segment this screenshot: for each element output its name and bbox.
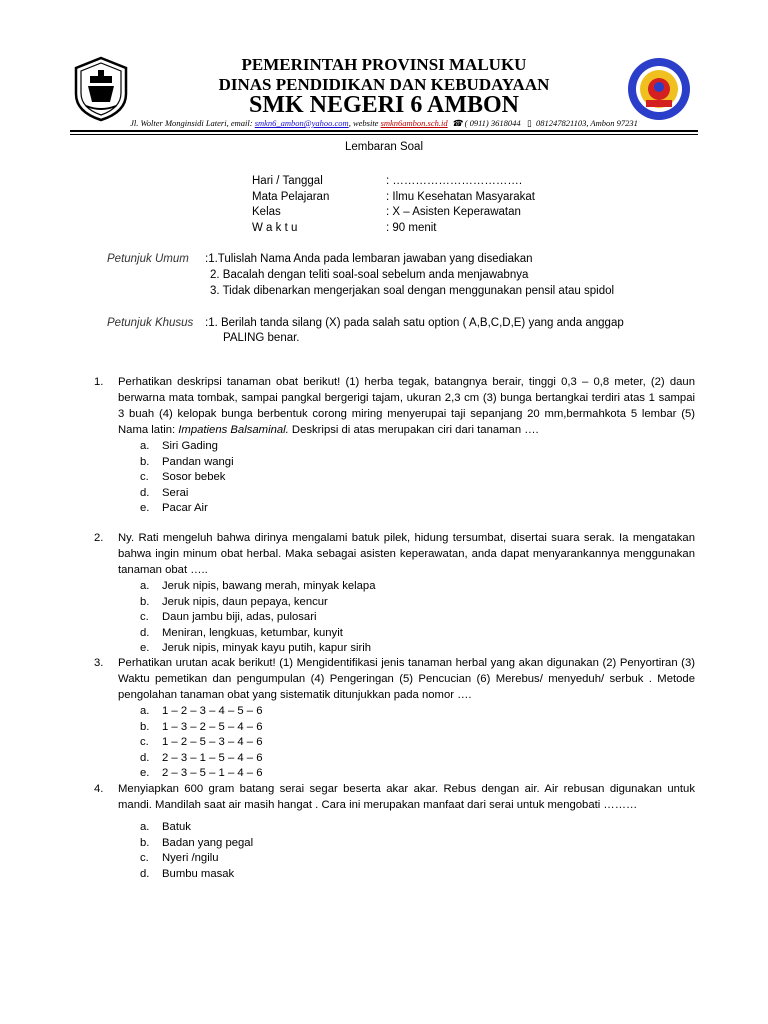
option-list <box>140 819 695 881</box>
mobile-phone-icon: ▯ <box>527 118 532 128</box>
question-3 <box>94 655 695 781</box>
option-d[interactable]: d. Meniran, lengkuas, ketumbar, kunyit <box>140 626 343 639</box>
option-c[interactable]: c. 1 – 2 – 5 – 3 – 4 – 6 <box>140 736 263 749</box>
question-number: 4. <box>94 783 104 795</box>
page-title: Lembaran Soal <box>345 141 423 153</box>
option-d[interactable]: d. Bumbu masak <box>140 867 235 880</box>
general-instruction-2: 2. Bacalah dengan teliti soal-soal sebelum anda menjawabnya <box>210 269 529 281</box>
option-a[interactable]: a. Siri Gading <box>140 440 218 452</box>
header-address: Jl. Wolter Monginsidi Lateri, email: smkn6_ambon@yahoo.com, website smkn6ambon.sch.id ☎ ( 0911) 3618044 ▯ 081247821103, Ambon 97231 <box>130 118 638 128</box>
option-c[interactable]: c. Nyeri /ngilu <box>140 852 219 865</box>
phone-icon: ☎ <box>451 118 463 128</box>
option-a[interactable]: a. 1 – 2 – 3 – 4 – 5 – 6 <box>140 705 263 717</box>
option-d[interactable]: d. Serai <box>140 486 189 499</box>
website-link[interactable]: smkn6ambon.sch.id <box>380 118 448 128</box>
option-b[interactable]: b. Pandan wangi <box>140 455 234 468</box>
email-link[interactable]: smkn6_ambon@yahoo.com <box>254 118 349 128</box>
option-d[interactable]: d. 2 – 3 – 1 – 5 – 4 – 6 <box>140 751 263 764</box>
question-text: Perhatikan deskripsi tanaman obat berikut! (1) herba tegak, batangnya berair, tinggi 0,3 – 0,8 meter, (2) daun berwarna mata tombak, sampai pangkal bergerigi tajam, ukuran 2,3 cm (3) bunga bertangkai terdiri atas 1 sampai 3 buah (4) kelopak bunga berbentuk corong miring menyerupai taji sepanjang 20 mm,bermahkota 5 lembar (5) Nama latin: Impatiens Balsaminal. Deskripsi di atas merupakan ciri dari tanaman …. <box>118 376 695 436</box>
general-instructions-label: Petunjuk Umum <box>107 253 189 265</box>
header-divider-thick <box>70 130 698 132</box>
option-b[interactable]: b. Jeruk nipis, daun pepaya, kencur <box>140 595 328 608</box>
school-logo-icon <box>626 56 692 122</box>
option-e[interactable]: e. Jeruk nipis, minyak kayu putih, kapur sirih <box>140 642 372 655</box>
special-instructions-label: Petunjuk Khusus <box>107 317 194 329</box>
header-school-name: SMK NEGERI 6 AMBON <box>248 92 520 118</box>
question-text: Menyiapkan 600 gram batang serai segar beserta akar akar. Rebus dengan air. Air rebusan digunakan untuk mandi. Mandilah saat air masih hangat . Cara ini merupakan manfaat dari serai untuk mengobati ……… <box>118 783 695 811</box>
option-list <box>140 438 695 516</box>
option-c[interactable]: c. Sosor bebek <box>140 471 226 484</box>
option-a[interactable]: a. Batuk <box>140 821 191 833</box>
question-number: 1. <box>94 376 104 388</box>
letterhead <box>0 0 768 140</box>
question-text: Ny. Rati mengeluh bahwa dirinya mengalami batuk pilek, hidung tersumbat, disertai suara serak. Ia mengatakan bahwa ingin minum obat herbal. Maka sebagai asisten keperawatan, anda dapat menyarankannya menggunakan tanaman obat ….. <box>118 532 695 576</box>
special-instruction-line-2: PALING benar. <box>223 332 300 344</box>
question-1 <box>94 374 695 516</box>
question-number: 3. <box>94 657 104 669</box>
general-instruction-1: :1.Tulislah Nama Anda pada lembaran jawaban yang disediakan <box>205 253 533 265</box>
option-b[interactable]: b. Badan yang pegal <box>140 836 254 849</box>
info-row-date: Hari / Tanggal : ……………………………. <box>252 175 523 187</box>
option-c[interactable]: c. Daun jambu biji, adas, pulosari <box>140 611 317 624</box>
question-2 <box>94 530 695 656</box>
general-instruction-3: 3. Tidak dibenarkan mengerjakan soal dengan menggunakan pensil atau spidol <box>210 285 615 297</box>
special-instruction-line-1: :1. Berilah tanda silang (X) pada salah satu option ( A,B,C,D,E) yang anda anggap <box>205 317 624 329</box>
option-list <box>140 703 695 781</box>
option-a[interactable]: a. Jeruk nipis, bawang merah, minyak kelapa <box>140 580 376 592</box>
header-department: DINAS PENDIDIKAN DAN KEBUDAYAAN <box>218 75 550 94</box>
option-list <box>140 578 695 656</box>
header-government: PEMERINTAH PROVINSI MALUKU <box>241 55 527 74</box>
header-divider-thin <box>70 134 698 135</box>
option-b[interactable]: b. 1 – 3 – 2 – 5 – 4 – 6 <box>140 720 263 733</box>
info-row-subject: Mata Pelajaran : Ilmu Kesehatan Masyarakat <box>252 191 535 203</box>
question-text: Perhatikan urutan acak berikut! (1) Mengidentifikasi jenis tanaman herbal yang akan digunakan (2) Penyortiran (3) Waktu pemetikan dan pengumpulan (4) Pengeringan (5) Pencucian (6) Merebus/ menyeduh/ serbuk . Metode pengolahan tanaman obat yang sistematik ditunjukkan pada nomor …. <box>118 657 695 701</box>
option-e[interactable]: e. Pacar Air <box>140 502 208 515</box>
option-e[interactable]: e. 2 – 3 – 5 – 1 – 4 – 6 <box>140 767 263 780</box>
info-row-time: W a k t u : 90 menit <box>252 222 437 234</box>
info-row-class: Kelas : X – Asisten Keperawatan <box>252 206 521 218</box>
question-4 <box>94 781 695 881</box>
question-number: 2. <box>94 532 104 544</box>
